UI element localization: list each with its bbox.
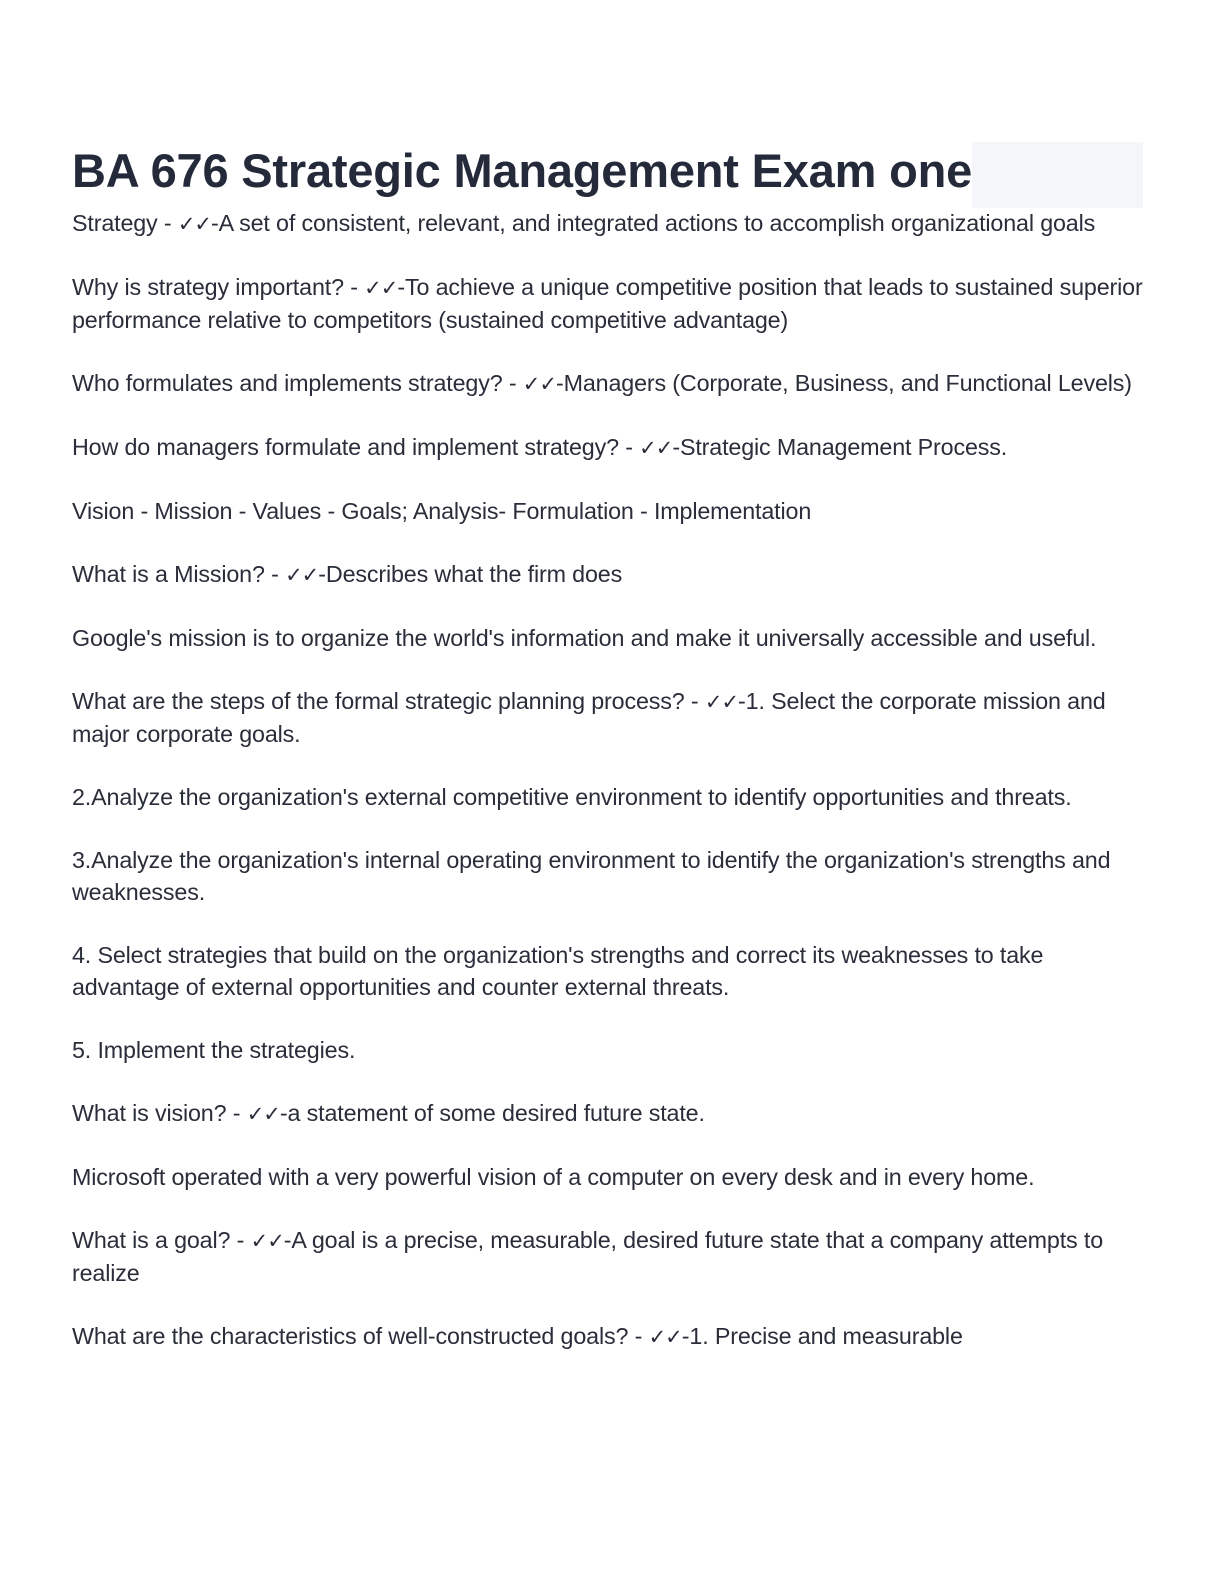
entry-answer: a statement of some desired future state. — [287, 1100, 705, 1126]
text-entry: Google's mission is to organize the world's information and make it universally accessible and useful. — [72, 625, 1097, 651]
entry-answer: To achieve a unique competitive position that leads to sustained superior performance relative to competitors (sustained competitive advantage) — [72, 274, 1143, 333]
double-check-icon: ✓✓ — [648, 1325, 682, 1349]
entry-term: What are the steps of the formal strategic planning process? — [72, 688, 685, 714]
entry-term: What is vision? — [72, 1100, 227, 1126]
double-check-icon: ✓✓ — [364, 276, 398, 300]
text-entry: Vision - Mission - Values - Goals; Analysis- Formulation - Implementation — [72, 498, 812, 524]
entry-term: Why is strategy important? — [72, 274, 344, 300]
text-entry: Microsoft operated with a very powerful vision of a computer on every desk and in every home. — [72, 1164, 1035, 1190]
qa-entry: Strategy - ✓✓-A set of consistent, relevant, and integrated actions to accomplish organizational goals — [72, 210, 1096, 236]
double-check-icon: ✓✓ — [522, 372, 556, 396]
entry-answer: Strategic Management Process. — [679, 434, 1008, 460]
entry-answer: A goal is a precise, measurable, desired future state that a company attempts to realize — [72, 1227, 1104, 1286]
double-check-icon: ✓✓ — [246, 1102, 280, 1126]
entry-term: Strategy — [72, 210, 158, 236]
entry-answer: 1. Select the corporate mission and major corporate goals. — [72, 688, 1106, 747]
entry-answer: Managers (Corporate, Business, and Functional Levels) — [563, 370, 1132, 396]
entry-answer: 1. Precise and measurable — [689, 1323, 963, 1349]
text-entry: 2.Analyze the organization's external competitive environment to identify opportunities and threats. — [72, 784, 1072, 810]
entry-list — [72, 207, 1144, 1353]
double-check-icon: ✓✓ — [704, 690, 739, 714]
qa-entry: What is a goal? - ✓✓-A goal is a precise, measurable, desired future state that a company attempts to realize — [72, 1227, 1104, 1286]
text-entry: 5. Implement the strategies. — [72, 1037, 356, 1063]
qa-entry: Who formulates and implements strategy? - ✓✓-Managers (Corporate, Business, and Functional Levels) — [72, 370, 1132, 396]
double-check-icon: ✓✓ — [285, 563, 319, 587]
page-title: BA 676 Strategic Management Exam one — [72, 142, 972, 208]
text-entry: 3.Analyze the organization's internal operating environment to identify the organization's strengths and weaknesses. — [72, 847, 1111, 905]
entry-term: Who formulates and implements strategy? — [72, 370, 503, 396]
qa-entry: What is a Mission? - ✓✓-Describes what the firm does — [72, 561, 623, 587]
qa-entry: What are the steps of the formal strategic planning process? - ✓✓-1. Select the corporate mission and major corporate goals. — [72, 688, 1106, 747]
qa-entry: What are the characteristics of well-constructed goals? - ✓✓-1. Precise and measurable — [72, 1323, 963, 1349]
qa-entry: What is vision? - ✓✓-a statement of some desired future state. — [72, 1100, 705, 1126]
double-check-icon: ✓✓ — [639, 436, 673, 460]
entry-term: What is a Mission? — [72, 561, 265, 587]
entry-answer: Describes what the firm does — [325, 561, 623, 587]
qa-entry: How do managers formulate and implement strategy? - ✓✓-Strategic Management Process. — [72, 434, 1008, 460]
qa-entry: Why is strategy important? - ✓✓-To achieve a unique competitive position that leads to sustained superior performance relative to competitors (sustained competitive advantage) — [72, 274, 1143, 333]
entry-answer: A set of consistent, relevant, and integrated actions to accomplish organizational goals — [218, 210, 1096, 236]
double-check-icon: ✓✓ — [250, 1229, 284, 1253]
double-check-icon: ✓✓ — [177, 212, 212, 236]
title-block — [72, 142, 1144, 208]
text-entry: 4. Select strategies that build on the organization's strengths and correct its weaknesses to take advantage of external opportunities and counter external threats. — [72, 942, 1044, 1000]
entry-term: What are the characteristics of well-constructed goals? — [72, 1323, 629, 1349]
entry-term: What is a goal? — [72, 1227, 231, 1253]
document-page — [72, 142, 1144, 1384]
entry-term: How do managers formulate and implement strategy? — [72, 434, 619, 460]
